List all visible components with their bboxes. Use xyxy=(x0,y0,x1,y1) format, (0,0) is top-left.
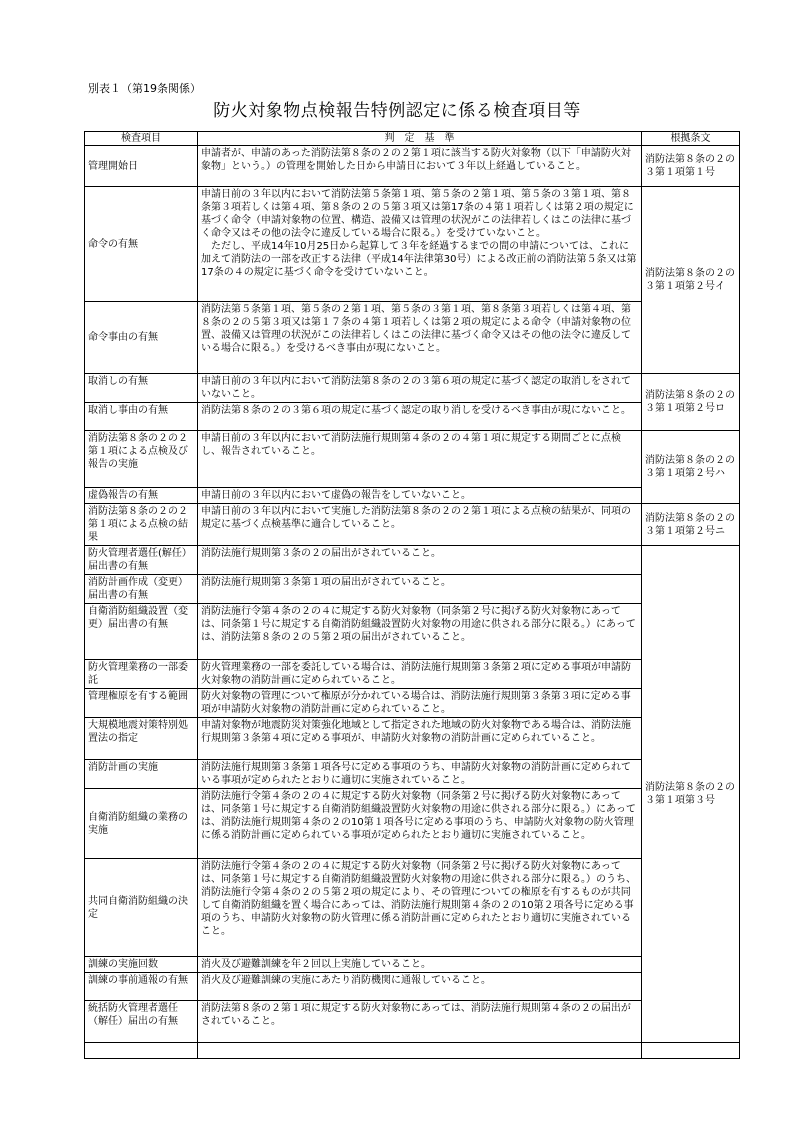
criteria-cell: 消防法施行令第４条の２の４に規定する防火対象物（同条第２号に掲げる防火対象物にあっては、同条第１号に規定する自衛消防組織設置防火対象物の用途に供される部分に限る。）にあっては、消防法施行規則第４条の２の10第１項各号に定める事項のうち、申請防火対象物の防火管理に係る消防計画に定められている事項が定められたとおり適切に実施されていること。 xyxy=(198,789,642,859)
table-row xyxy=(85,374,740,403)
criteria-cell: 消防法施行規則第３条第１項各号に定める事項のうち、申請防火対象物の消防計画に定められている事項が定められたとおりに適切に実施されていること。 xyxy=(198,760,642,789)
item-cell: 防火管理者選任(解任）届出書の有無 xyxy=(85,546,198,575)
inspection-items-table xyxy=(84,131,740,1059)
item-cell: 共同自衛消防組織の決定 xyxy=(85,859,198,957)
criteria-cell: 申請日前の３年以内において消防法施行規則第４条の２の４第１項に規定する期間ごとに点検し、報告されていること。 xyxy=(198,431,642,488)
basis-cell: 消防法第８条の２の３第１項第１号 xyxy=(642,146,740,187)
criteria-cell: 申請者が、申請のあった消防法第８条の２の２第１項に該当する防火対象物（以下「申請防火対象物」という。）の管理を開始した日から申請日において３年以上経過していること。 xyxy=(198,146,642,187)
criteria-cell: 防火対象物の管理について権原が分かれている場合は、消防法施行規則第３条第３項に定める事項が申請防火対象物の消防計画に定められていること。 xyxy=(198,689,642,718)
appendix-label: 別表１（第19条関係） xyxy=(88,82,201,95)
table-row xyxy=(85,403,740,431)
item-cell: 消防法第８条の２の２第１項による点検及び報告の実施 xyxy=(85,431,198,488)
criteria-cell: 申請日前の３年以内において実施した消防法第８条の２の２第１項による点検の結果が、同項の規定に基づく点検基準に適合していること。 xyxy=(198,504,642,546)
table-row xyxy=(85,859,740,957)
item-cell: 訓練の事前通報の有無 xyxy=(85,973,198,1001)
table-row xyxy=(85,431,740,488)
table-row xyxy=(85,718,740,760)
page-title: 防火対象物点検報告特例認定に係る検査項目等 xyxy=(213,101,581,121)
table-row xyxy=(85,973,740,1001)
criteria-cell: 申請日前の３年以内において消防法第８条の２の３第６項の規定に基づく認定の取消しをされていないこと。 xyxy=(198,374,642,403)
criteria-cell: 申請日前の３年以内において虚偽の報告をしていないこと。 xyxy=(198,488,642,504)
table-row xyxy=(85,957,740,973)
table-row xyxy=(85,546,740,575)
item-cell: 自衛消防組織設置（変更）届出書の有無 xyxy=(85,604,198,660)
item-cell: 統括防火管理者選任（解任）届出の有無 xyxy=(85,1001,198,1043)
criteria-cell: 消防法施行令第４条の２の４に規定する防火対象物（同条第２号に掲げる防火対象物にあっては、同条第１号に規定する自衛消防組織設置防火対象物の用途に供される部分に限る。）にあっては、消防法第８条の２の５第２項の届出がされていること。 xyxy=(198,604,642,660)
table-row xyxy=(85,187,740,302)
criteria-cell: 消防法第５条第１項、第５条の２第１項、第５条の３第１項、第８条第３項若しくは第４項、第８条の２の５第３項又は第１７条の４第１項若しくは第２項の規定による命令（申請対象物の位置、設備又は管理の状況がこの法律若しくはこの法律に基づく命令又はその他の法令に違反している場合に限る。）を受けるべき事由が現にないこと。 xyxy=(198,302,642,374)
item-cell: 自衛消防組織の業務の実施 xyxy=(85,789,198,859)
basis-cell: 消防法第８条の２の３第１項第２号ロ xyxy=(642,374,740,431)
column-header-basis: 根拠条文 xyxy=(642,132,740,146)
criteria-cell: 消防法施行規則第３条第１項の届出がされていること。 xyxy=(198,575,642,604)
item-cell: 訓練の実施回数 xyxy=(85,957,198,973)
table-row xyxy=(85,604,740,660)
blank-cell xyxy=(85,1043,198,1059)
item-cell: 命令の有無 xyxy=(85,187,198,302)
table-row xyxy=(85,1001,740,1043)
table-header-row xyxy=(85,132,740,146)
criteria-cell: 消火及び避難訓練の実施にあたり消防機関に通報していること。 xyxy=(198,973,642,1001)
item-cell: 管理開始日 xyxy=(85,146,198,187)
criteria-cell: 消防法第８条の２の３第６項の規定に基づく認定の取り消しを受けるべき事由が現にないこと。 xyxy=(198,403,642,431)
blank-cell xyxy=(198,1043,642,1059)
criteria-proviso: ただし、平成14年10月25日から起算して３年を経過するまでの間の申請については、これに加えて消防法の一部を改正する法律（平成14年法律第30号）による改正前の消防法第５条又は第17条の４の規定に基づく命令を受けていないこと。 xyxy=(201,241,637,278)
table-row xyxy=(85,146,740,187)
table-row xyxy=(85,488,740,504)
table-row xyxy=(85,789,740,859)
criteria-cell: 消防法施行令第４条の２の４に規定する防火対象物（同条第２号に掲げる防火対象物にあっては、同条第１号に規定する自衛消防組織設置防火対象物の用途に供される部分に限る。）のうち、消防法施行令第４条の２の５第２項の規定により、その管理についての権原を有するものが共同して自衛消防組織を置く場合にあっては、消防法施行規則第４条の２の10第２項各号に定める事項のうち、申請防火対象物の防火管理に係る消防計画に定められたとおり適切に実施されていること。 xyxy=(198,859,642,957)
criteria-paragraph: 申請日前の３年以内において消防法第５条第１項、第５条の２第１項、第５条の３第１項、第８条第３項若しくは第４項、第８条の２の５第３項又は第17条の４第１項若しくは第２項の規定に基づく命令（申請対象物の位置、構造、設備又は管理の状況がこの法律若しくはこの法律に基づく命令又はその他の法令に違反している場合に限る。）を受けていないこと。 xyxy=(201,189,634,239)
criteria-cell: 防火管理業務の一部を委託している場合は、消防法施行規則第３条第２項に定める事項が申請防火対象物の消防計画に定められていること。 xyxy=(198,660,642,689)
item-cell: 消防計画作成（変更）届出書の有無 xyxy=(85,575,198,604)
criteria-cell: 消防法第８条の２第１項に規定する防火対象物にあっては、消防法施行規則第４条の２の届出がされていること。 xyxy=(198,1001,642,1043)
criteria-cell: 消防法施行規則第３条の２の届出がされていること。 xyxy=(198,546,642,575)
blank-row xyxy=(85,1043,740,1059)
table-row xyxy=(85,660,740,689)
item-cell: 管理権原を有する範囲 xyxy=(85,689,198,718)
table-row xyxy=(85,760,740,789)
basis-cell: 消防法第８条の２の３第１項第２号イ xyxy=(642,187,740,374)
table-row xyxy=(85,302,740,374)
item-cell: 大規模地震対策特別処置法の指定 xyxy=(85,718,198,760)
column-header-item: 検査項目 xyxy=(85,132,198,146)
item-cell: 消防法第８条の２の２第１項による点検の結果 xyxy=(85,504,198,546)
blank-cell xyxy=(642,1043,740,1059)
criteria-cell: 申請対象物が地震防災対策強化地域として指定された地域の防火対象物である場合は、消防法施行規則第３条第４項に定める事項が、申請防火対象物の消防計画に定められていること。 xyxy=(198,718,642,760)
table-row xyxy=(85,689,740,718)
basis-cell: 消防法第８条の２の３第１項第２号ニ xyxy=(642,504,740,546)
item-cell: 消防計画の実施 xyxy=(85,760,198,789)
criteria-cell: 消火及び避難訓練を年２回以上実施していること。 xyxy=(198,957,642,973)
basis-cell: 消防法第８条の２の３第１項第３号 xyxy=(642,546,740,1043)
item-cell: 命令事由の有無 xyxy=(85,302,198,374)
item-cell: 取消しの有無 xyxy=(85,374,198,403)
table-row xyxy=(85,575,740,604)
column-header-criteria: 判 定 基 準 xyxy=(198,132,642,146)
basis-cell: 消防法第８条の２の３第１項第２号ハ xyxy=(642,431,740,504)
item-cell: 取消し事由の有無 xyxy=(85,403,198,431)
item-cell: 防火管理業務の一部委託 xyxy=(85,660,198,689)
table-row xyxy=(85,504,740,546)
item-cell: 虚偽報告の有無 xyxy=(85,488,198,504)
criteria-cell xyxy=(198,187,642,302)
